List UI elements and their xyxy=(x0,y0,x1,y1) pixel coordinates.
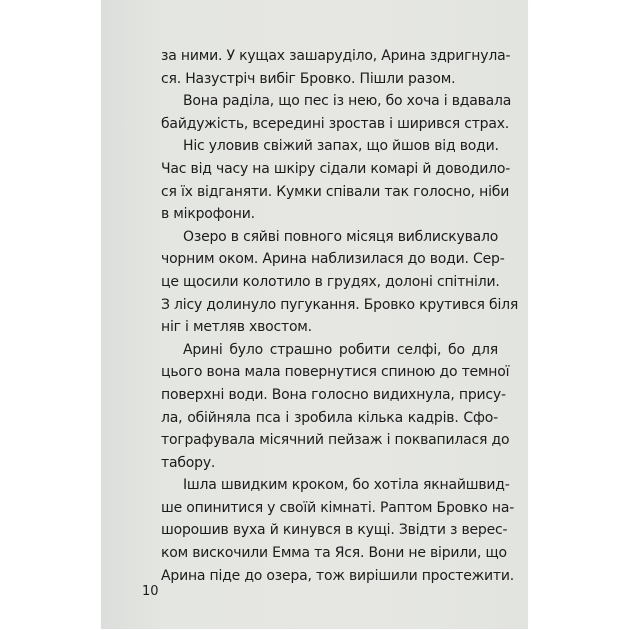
text-line: шорошив вуха й кинувся в кущі. Звідти з верес- xyxy=(161,522,508,539)
text-line: Вона раділа, що пес із нею, бо хоча і вдавала xyxy=(183,93,512,110)
body-text xyxy=(161,45,519,587)
text-line: ніг і метляв хвостом. xyxy=(161,319,312,336)
text-line: Ніс уловив свіжий запах, що йшов від води. xyxy=(183,138,499,155)
text-line: ся їх відганяти. Кумки співали так голосно, ніби xyxy=(161,183,510,200)
text-line: ся. Назустріч вибіг Бровко. Пішли разом. xyxy=(161,70,456,87)
text-line: ла, обійняла пса і зробила кілька кадрів. Сфо- xyxy=(161,409,498,426)
text-line: за ними. У кущах зашаруділо, Арина здригнула- xyxy=(161,48,511,64)
text-line: Час від часу на шкіру сідали комарі й доводило- xyxy=(161,160,511,177)
text-line: це щосили колотило в грудях, долоні спітніли. xyxy=(161,273,500,290)
text-line: чорним оком. Арина наблизилася до води. Сер- xyxy=(161,251,505,268)
page-number: 10 xyxy=(142,584,159,599)
text-line: Ішла швидким кроком, бо хотіла якнайшвид- xyxy=(183,477,510,494)
text-line: Арина піде до озера, тож вирішили простежити. xyxy=(161,567,515,584)
text-line: Арині було страшно робити селфі, бо для xyxy=(183,341,498,358)
book-page xyxy=(101,0,528,629)
text-line: ком вискочили Емма та Яся. Вони не вірили, що xyxy=(161,545,507,562)
text-line: ше опинитися у своїй кімнаті. Раптом Бровко на- xyxy=(161,499,515,516)
text-line: цього вона мала повернутися спиною до темної xyxy=(161,364,510,381)
text-line: Озеро в сяйві повного місяця виблискувало xyxy=(183,228,499,245)
text-line: тографувала місячний пейзаж і поквапилася до xyxy=(161,432,510,449)
text-line: в мікрофони. xyxy=(161,206,255,223)
text-line: табору. xyxy=(161,454,216,471)
text-line: байдужість, всередині зростав і ширився страх. xyxy=(161,115,510,132)
text-line: З лісу долинуло пугукання. Бровко крутився біля xyxy=(161,296,519,313)
text-line: поверхні води. Вона голосно видихнула, прису- xyxy=(161,386,506,403)
